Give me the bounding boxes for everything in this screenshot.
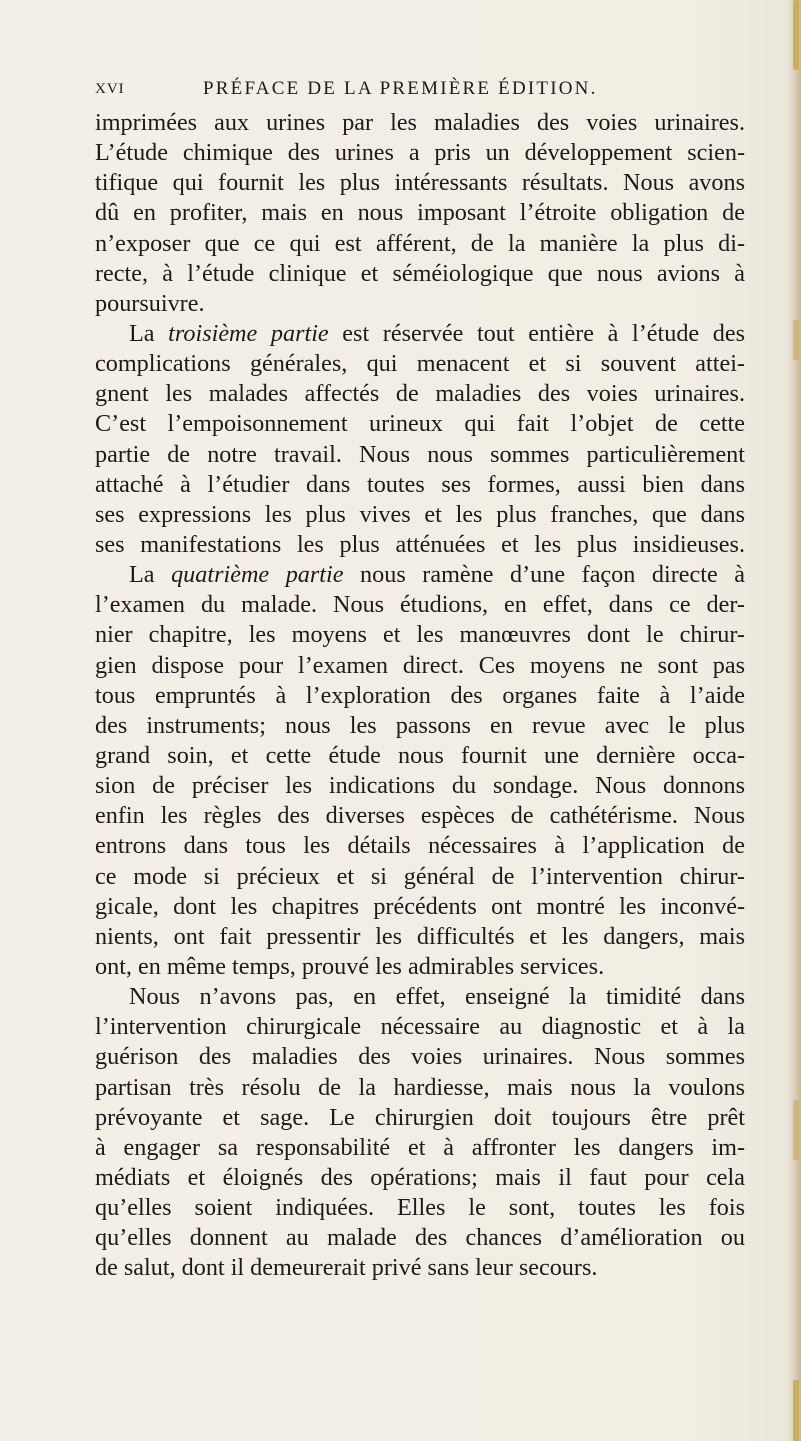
text-line: ses manifestations les plus atténuées et les plus insidieuses.: [95, 530, 745, 558]
text-line: des instruments; nous les passons en revue avec le plus: [95, 711, 745, 739]
text-line: n’exposer que ce qui est afférent, de la manière la plus di-: [95, 229, 745, 257]
text-line: ses expressions les plus vives et les plus franches, que dans: [95, 500, 745, 528]
para-rest: nous ramène d’une façon directe à: [360, 561, 745, 589]
text-line: sion de préciser les indications du sondage. Nous donnons: [95, 772, 745, 800]
text-line: complications générales, qui menacent et si souvent attei-: [95, 350, 745, 378]
text-line: partie de notre travail. Nous nous sommes particulièrement: [95, 440, 745, 468]
text-line: ce mode si précieux et si général de l’intervention chirur-: [95, 862, 745, 890]
text-line: dû en profiter, mais en nous imposant l’étroite obligation de: [95, 199, 745, 227]
text-line: guérison des maladies des voies urinaires. Nous sommes: [95, 1043, 745, 1071]
text-line: de salut, dont il demeurerait privé sans leur secours.: [95, 1254, 598, 1282]
text-line: gien dispose pour l’examen direct. Ces moyens ne sont pas: [95, 651, 745, 679]
text-line: ont, en même temps, prouvé les admirables services.: [95, 952, 605, 980]
text-line: grand soin, et cette étude nous fournit une dernière occa-: [95, 741, 745, 769]
para-rest: est réservée tout entière à l’étude des: [342, 319, 746, 347]
text-line: L’étude chimique des urines a pris un développement scien-: [95, 139, 745, 167]
text-line-paragraph-start: [95, 319, 745, 349]
italic-section-name: quatrième partie: [171, 561, 344, 589]
text-line: recte, à l’étude clinique et séméiologique que nous avions à: [95, 259, 745, 287]
text-line: qu’elles soient indiquées. Elles le sont, toutes les fois: [95, 1194, 745, 1222]
para-lead: La: [129, 319, 155, 347]
page-edge: [787, 0, 801, 1441]
text-line-paragraph-start: Nous n’avons pas, en effet, enseigné la timidité dans: [129, 983, 745, 1011]
text-line-paragraph-start: [95, 560, 745, 590]
text-line: tifique qui fournit les plus intéressants résultats. Nous avons: [95, 169, 745, 197]
text-line: qu’elles donnent au malade des chances d’amélioration ou: [95, 1224, 745, 1252]
text-line: médiats et éloignés des opérations; mais il faut pour cela: [95, 1163, 745, 1191]
text-line: attaché à l’étudier dans toutes ses formes, aussi bien dans: [95, 470, 745, 498]
page-number: XVI: [95, 81, 125, 97]
text-line: l’examen du malade. Nous étudions, en effet, dans ce der-: [95, 591, 745, 619]
running-title: PRÉFACE DE LA PREMIÈRE ÉDITION.: [203, 78, 598, 99]
text-line: l’intervention chirurgicale nécessaire au diagnostic et à la: [95, 1013, 745, 1041]
text-line: entrons dans tous les détails nécessaires à l’application de: [95, 832, 745, 860]
text-line: poursuivre.: [95, 289, 205, 317]
text-line: nients, ont fait pressentir les difficultés et les dangers, mais: [95, 922, 745, 950]
text-line: gnent les malades affectés de maladies des voies urinaires.: [95, 380, 745, 408]
text-line: tous empruntés à l’exploration des organes faite à l’aide: [95, 681, 745, 709]
body-text: [95, 108, 745, 1283]
text-line: nier chapitre, les moyens et les manœuvres dont le chirur-: [95, 621, 745, 649]
para-lead: La: [129, 561, 155, 589]
text-line: enfin les règles des diverses espèces de cathétérisme. Nous: [95, 802, 745, 830]
text-line: imprimées aux urines par les maladies des voies urinaires.: [95, 109, 745, 136]
text-line: à engager sa responsabilité et à affronter les dangers im-: [95, 1133, 745, 1161]
italic-section-name: troisième partie: [168, 319, 329, 347]
page-header: [95, 78, 735, 108]
text-line: C’est l’empoisonnement urineux qui fait l’objet de cette: [95, 410, 745, 438]
text-line: prévoyante et sage. Le chirurgien doit toujours être prêt: [95, 1103, 745, 1131]
text-line: partisan très résolu de la hardiesse, mais nous la voulons: [95, 1073, 745, 1101]
text-line: gicale, dont les chapitres précédents ont montré les inconvé-: [95, 892, 745, 920]
